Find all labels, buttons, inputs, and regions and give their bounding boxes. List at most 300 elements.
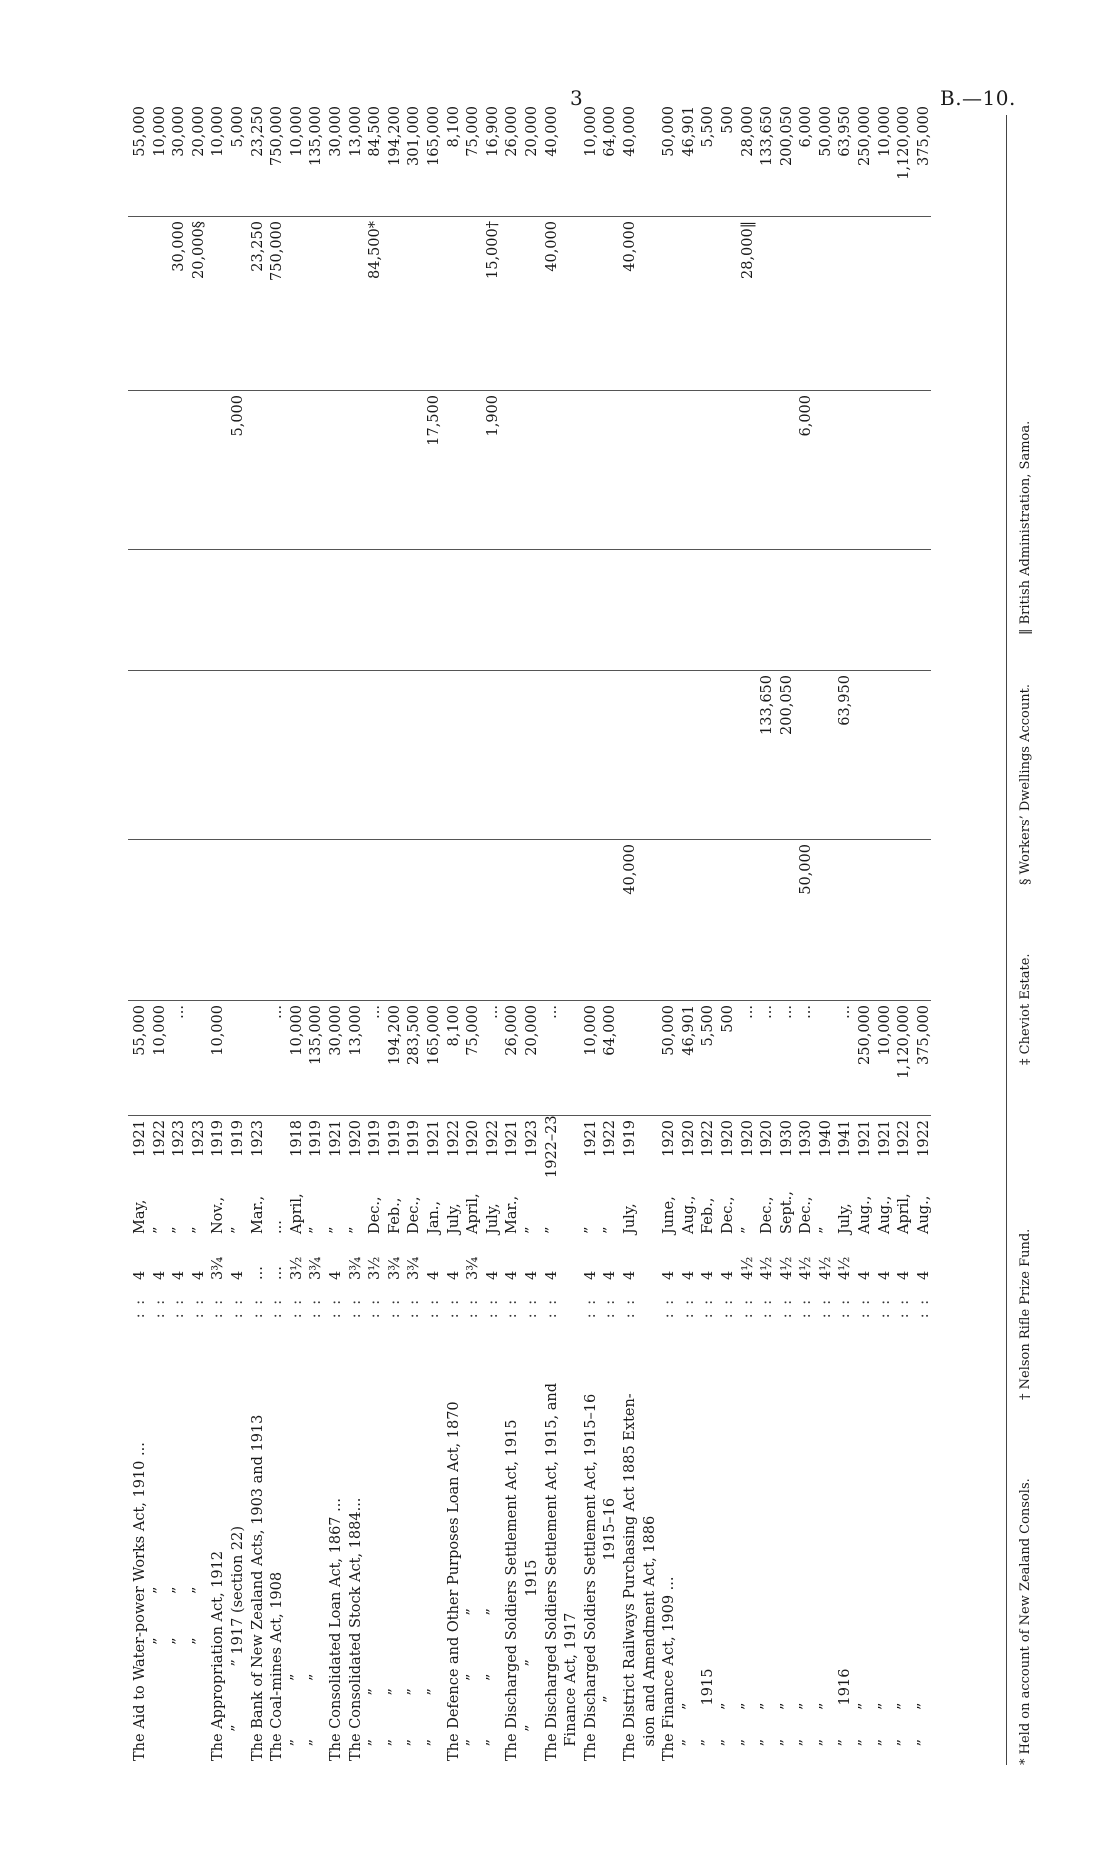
amount-col-3: 200,050	[775, 671, 795, 840]
act-name-cell: The District Railways Purchasing Act 1885 Exten-	[621, 1393, 638, 1761]
amount-col-5	[402, 391, 422, 550]
due-month-cell: ”	[817, 1226, 834, 1234]
interest-rate-cell: 4	[719, 1270, 736, 1280]
due-year-cell: 1921	[128, 1116, 148, 1183]
table-row	[853, 102, 873, 1765]
total-amount-cell: 194,200	[386, 106, 403, 166]
total-amount-cell: 28,000	[739, 106, 756, 157]
table-row	[206, 102, 226, 1765]
investments-table	[128, 102, 931, 1765]
amount-col-4	[873, 550, 893, 671]
amount-col-5	[677, 391, 697, 550]
amount-col-4	[442, 550, 462, 671]
amount-col-4	[344, 550, 364, 671]
act-name-cell: The Defence and Other Purposes Loan Act, 1870	[445, 1401, 462, 1761]
due-year-cell: 1919	[206, 1116, 226, 1183]
amount-col-5	[285, 391, 305, 550]
amount-col-1: ...	[833, 1001, 853, 1116]
act-name-cell: The Discharged Soldiers Settlement Act, 1915	[504, 1419, 520, 1761]
table-row	[128, 102, 148, 1765]
table-row	[696, 102, 716, 1765]
act-name-cell: The Coal-mines Act, 1908	[269, 1571, 285, 1761]
due-month-cell: ”	[308, 1226, 325, 1234]
amount-col-1	[187, 1001, 207, 1116]
footnote-rifle-fund: † Nelson Rifle Prize Fund.	[1018, 1228, 1033, 1400]
amount-col-1: 10,000	[285, 1001, 305, 1116]
amount-col-5	[657, 391, 677, 550]
amount-col-3	[853, 671, 873, 840]
act-name-cell: Finance Act, 1917	[563, 1612, 579, 1761]
due-month-cell: May,	[132, 1199, 149, 1234]
amount-col-5	[598, 391, 618, 550]
leader-dots: : :	[680, 1297, 697, 1319]
amount-col-2	[148, 840, 168, 1001]
footnote-workers-dwellings: § Workers’ Dwellings Account.	[1018, 684, 1033, 885]
amount-col-3	[206, 671, 226, 840]
amount-col-6	[442, 217, 462, 391]
amount-col-2	[265, 840, 285, 1001]
amount-col-4	[755, 550, 775, 671]
due-month-cell: April,	[288, 1193, 305, 1234]
table-row	[246, 102, 266, 1765]
due-month-cell: ”	[602, 1226, 619, 1234]
amount-col-1	[618, 1001, 638, 1116]
amount-col-2	[246, 840, 266, 1001]
amount-col-4	[167, 550, 187, 671]
leader-dots	[559, 1284, 579, 1332]
amount-col-2	[481, 840, 501, 1001]
table-row	[187, 102, 207, 1765]
amount-col-2	[735, 840, 755, 1001]
amount-col-2	[324, 840, 344, 1001]
amount-col-6	[461, 217, 481, 391]
table-row	[383, 102, 403, 1765]
amount-col-6	[892, 217, 912, 391]
amount-col-2	[422, 840, 442, 1001]
amount-col-1: ...	[775, 1001, 795, 1116]
due-month-cell: ”	[171, 1226, 188, 1234]
amount-col-6	[579, 217, 599, 391]
amount-col-1	[226, 1001, 246, 1116]
act-name-cell: The Appropriation Act, 1912	[210, 1550, 226, 1761]
act-name-cell: ” ”	[288, 1673, 305, 1761]
leader-dots	[637, 1284, 657, 1332]
interest-rate-cell: 4	[602, 1270, 619, 1280]
act-name-cell: ” 1916	[837, 1668, 853, 1761]
footnote-samoa: ‖ British Administration, Samoa.	[1018, 420, 1033, 635]
amount-col-2	[461, 840, 481, 1001]
page-number: 3	[570, 86, 583, 110]
amount-col-3	[265, 671, 285, 840]
total-amount-cell: 84,500	[367, 106, 384, 157]
amount-col-2	[167, 840, 187, 1001]
amount-col-6: 15,000†	[481, 217, 501, 391]
amount-col-1: 8,100	[442, 1001, 462, 1116]
due-year-cell: 1921	[873, 1116, 893, 1183]
table-row	[657, 102, 677, 1765]
amount-col-6	[422, 217, 442, 391]
total-amount-cell: 5,000	[230, 106, 247, 148]
amount-col-2	[363, 840, 383, 1001]
interest-rate-cell: 4	[484, 1270, 501, 1280]
amount-col-6	[559, 217, 579, 391]
amount-col-3	[912, 671, 932, 840]
total-amount-cell: 16,900	[484, 106, 501, 157]
amount-col-4	[559, 550, 579, 671]
amount-col-6	[637, 217, 657, 391]
amount-col-2	[637, 840, 657, 1001]
due-month-cell: Dec.,	[367, 1196, 384, 1234]
total-amount-cell: 26,000	[504, 106, 521, 157]
amount-col-5: 1,900	[481, 391, 501, 550]
amount-col-1: 10,000	[206, 1001, 226, 1116]
amount-col-3	[520, 671, 540, 840]
due-year-cell: 1919	[618, 1116, 638, 1183]
due-month-cell: ”	[739, 1226, 756, 1234]
amount-col-5	[167, 391, 187, 550]
amount-col-1: 30,000	[324, 1001, 344, 1116]
amount-col-6: 84,500*	[363, 217, 383, 391]
amount-col-6	[873, 217, 893, 391]
leader-dots: : :	[837, 1297, 854, 1319]
amount-col-1: 75,000	[461, 1001, 481, 1116]
due-month-cell: Mar.,	[504, 1195, 521, 1234]
amount-col-1: ...	[265, 1001, 285, 1116]
amount-col-6	[716, 217, 736, 391]
amount-col-2	[539, 840, 559, 1001]
amount-col-2	[559, 840, 579, 1001]
amount-col-2	[500, 840, 520, 1001]
interest-rate-cell	[637, 1238, 657, 1284]
total-amount-cell: 10,000	[288, 106, 305, 157]
leader-dots: : :	[896, 1297, 913, 1319]
total-amount-cell: 5,500	[700, 106, 717, 148]
leader-dots: : :	[288, 1297, 305, 1319]
amount-col-2	[755, 840, 775, 1001]
interest-rate-cell: 4	[504, 1270, 521, 1280]
amount-col-5	[696, 391, 716, 550]
amount-col-6	[912, 217, 932, 391]
amount-col-1: 20,000	[520, 1001, 540, 1116]
amount-col-3	[657, 671, 677, 840]
due-year-cell: 1930	[794, 1116, 814, 1183]
amount-col-3	[481, 671, 501, 840]
interest-rate-cell: 4	[328, 1270, 345, 1280]
table-row	[442, 102, 462, 1765]
due-month-cell: July,	[621, 1203, 638, 1234]
table-row	[324, 102, 344, 1765]
amount-col-4	[579, 550, 599, 671]
amount-col-5	[853, 391, 873, 550]
leader-dots: : :	[582, 1297, 599, 1319]
leader-dots: : :	[798, 1297, 815, 1319]
total-amount-cell	[559, 102, 579, 217]
amount-col-4	[618, 550, 638, 671]
amount-col-5	[324, 391, 344, 550]
table-row	[520, 102, 540, 1765]
amount-col-3	[579, 671, 599, 840]
due-year-cell: 1940	[814, 1116, 834, 1183]
act-name-cell: ” ” ”	[465, 1608, 481, 1761]
amount-col-6	[344, 217, 364, 391]
due-month-cell: Aug.,	[915, 1195, 932, 1234]
table-row	[775, 102, 795, 1765]
amount-col-3	[892, 671, 912, 840]
act-name-cell: ” ”	[308, 1673, 324, 1761]
amount-col-6	[500, 217, 520, 391]
amount-col-5	[206, 391, 226, 550]
amount-col-2	[657, 840, 677, 1001]
amount-col-3	[559, 671, 579, 840]
amount-col-1: ...	[794, 1001, 814, 1116]
table-row	[285, 102, 305, 1765]
due-month-cell: ”	[328, 1226, 345, 1234]
amount-col-2	[853, 840, 873, 1001]
interest-rate-cell	[559, 1238, 579, 1284]
table-row	[148, 102, 168, 1765]
amount-col-1: ...	[755, 1001, 775, 1116]
act-name-cell: The Bank of New Zealand Acts, 1903 and 1913	[249, 1414, 266, 1761]
act-name-cell: ” 1915–16	[602, 1497, 618, 1761]
amount-col-3	[873, 671, 893, 840]
due-year-cell	[265, 1116, 285, 1183]
table-row	[912, 102, 932, 1765]
amount-col-2	[226, 840, 246, 1001]
total-amount-cell: 50,000	[817, 106, 834, 157]
due-year-cell: 1923	[246, 1116, 266, 1183]
due-year-cell: 1922	[912, 1116, 932, 1183]
amount-col-6	[128, 217, 148, 391]
total-amount-cell: 55,000	[132, 106, 149, 157]
rotated-table-region	[128, 106, 1033, 1765]
act-name-cell: ” ”	[759, 1702, 775, 1761]
amount-col-6	[148, 217, 168, 391]
amount-col-6: 23,250	[246, 217, 266, 391]
amount-col-2	[912, 840, 932, 1001]
table-row	[461, 102, 481, 1765]
amount-col-3	[167, 671, 187, 840]
total-amount-cell: 200,050	[778, 106, 795, 166]
total-amount-cell: 1,120,000	[896, 106, 913, 180]
amount-col-2	[892, 840, 912, 1001]
due-year-cell: 1921	[579, 1116, 599, 1183]
act-name-cell: ” ”	[817, 1702, 834, 1761]
amount-col-4	[677, 550, 697, 671]
amount-col-1: 283,500	[402, 1001, 422, 1116]
interest-rate-cell: 3¾	[465, 1256, 482, 1280]
amount-col-1: 26,000	[500, 1001, 520, 1116]
interest-rate-cell: 4	[543, 1270, 560, 1280]
leader-dots: : :	[915, 1297, 932, 1319]
due-month-cell: Sept.,	[778, 1191, 795, 1234]
amount-col-6: 40,000	[539, 217, 559, 391]
amount-col-4	[775, 550, 795, 671]
total-amount-cell: 64,000	[602, 106, 619, 157]
amount-col-5: 6,000	[794, 391, 814, 550]
act-name-cell: ” ”	[857, 1702, 873, 1761]
amount-col-6	[226, 217, 246, 391]
amount-col-2	[833, 840, 853, 1001]
amount-col-2	[716, 840, 736, 1001]
leader-dots: : :	[778, 1297, 795, 1319]
due-month-cell: Aug.,	[680, 1195, 697, 1234]
amount-col-4	[912, 550, 932, 671]
leader-dots: : :	[210, 1297, 227, 1319]
due-year-cell: 1918	[285, 1116, 305, 1183]
leader-dots: : :	[308, 1297, 325, 1319]
due-year-cell: 1922	[148, 1116, 168, 1183]
table-row	[735, 102, 755, 1765]
amount-col-5	[716, 391, 736, 550]
act-name-cell: ” ”	[896, 1702, 912, 1761]
amount-col-2	[677, 840, 697, 1001]
leader-dots: : :	[621, 1297, 638, 1319]
leader-dots: : :	[700, 1297, 717, 1319]
table-row	[344, 102, 364, 1765]
amount-col-4	[716, 550, 736, 671]
due-month-cell: April,	[465, 1193, 482, 1234]
interest-rate-cell: 3¾	[210, 1256, 227, 1280]
total-amount-cell: 250,000	[857, 106, 874, 166]
amount-col-5	[461, 391, 481, 550]
interest-rate-cell: 3¾	[308, 1256, 325, 1280]
amount-col-2	[187, 840, 207, 1001]
amount-col-1: ...	[539, 1001, 559, 1116]
due-month-cell: Dec.,	[798, 1196, 815, 1234]
amount-col-6	[383, 217, 403, 391]
leader-dots: : :	[249, 1297, 266, 1319]
total-amount-cell: 10,000	[582, 106, 599, 157]
amount-col-6	[814, 217, 834, 391]
leader-dots: : :	[759, 1297, 776, 1319]
due-year-cell: 1921	[324, 1116, 344, 1183]
amount-col-1: 50,000	[657, 1001, 677, 1116]
amount-col-2	[383, 840, 403, 1001]
total-amount-cell: 13,000	[347, 106, 364, 157]
interest-rate-cell: 4	[190, 1270, 207, 1280]
due-month-cell: July,	[837, 1203, 854, 1234]
interest-rate-cell: 3¾	[347, 1256, 364, 1280]
amount-col-4	[539, 550, 559, 671]
table-row	[422, 102, 442, 1765]
amount-col-6	[833, 217, 853, 391]
amount-col-1: 165,000	[422, 1001, 442, 1116]
amount-col-4	[853, 550, 873, 671]
amount-col-3	[716, 671, 736, 840]
total-amount-cell: 10,000	[876, 106, 893, 157]
amount-col-6	[775, 217, 795, 391]
amount-col-1: 10,000	[873, 1001, 893, 1116]
due-year-cell: 1920	[461, 1116, 481, 1183]
due-month-cell: ”	[582, 1226, 599, 1234]
amount-col-6	[520, 217, 540, 391]
table-row	[873, 102, 893, 1765]
amount-col-4	[833, 550, 853, 671]
due-year-cell: 1921	[853, 1116, 873, 1183]
leader-dots: : :	[817, 1297, 834, 1319]
amount-col-4	[735, 550, 755, 671]
leader-dots: : :	[230, 1297, 247, 1319]
amount-col-3	[226, 671, 246, 840]
amount-col-3: 63,950	[833, 671, 853, 840]
amount-col-4	[814, 550, 834, 671]
table-row	[539, 102, 559, 1765]
act-name-cell: The Consolidated Stock Act, 1884...	[347, 1497, 364, 1761]
amount-col-3	[794, 671, 814, 840]
amount-col-6	[598, 217, 618, 391]
leader-dots: : :	[426, 1297, 442, 1319]
table-row	[363, 102, 383, 1765]
amount-col-5	[304, 391, 324, 550]
due-month-cell: Feb.,	[700, 1197, 717, 1234]
due-month-cell: ”	[347, 1226, 364, 1234]
interest-rate-cell: 4	[876, 1270, 893, 1280]
amount-col-2	[814, 840, 834, 1001]
due-year-cell: 1922	[598, 1116, 618, 1183]
act-name-cell: ” ”	[406, 1688, 422, 1761]
leader-dots: : :	[151, 1297, 168, 1319]
due-year-cell: 1922	[481, 1116, 501, 1183]
amount-col-3	[402, 671, 422, 840]
total-amount-cell: 301,000	[406, 106, 423, 166]
amount-col-5	[539, 391, 559, 550]
act-name-cell: ” ”	[367, 1688, 383, 1761]
amount-col-5	[559, 391, 579, 550]
leader-dots: : :	[504, 1297, 521, 1319]
amount-col-1: ...	[481, 1001, 501, 1116]
due-year-cell: 1922	[892, 1116, 912, 1183]
interest-rate-cell: 4	[661, 1270, 678, 1280]
amount-col-1: 55,000	[128, 1001, 148, 1116]
interest-rate-cell: 4	[230, 1270, 247, 1280]
amount-col-4	[481, 550, 501, 671]
due-year-cell: 1920	[716, 1116, 736, 1183]
amount-col-3	[539, 671, 559, 840]
amount-col-2	[598, 840, 618, 1001]
due-month-cell: ”	[543, 1226, 560, 1234]
amount-col-2	[402, 840, 422, 1001]
amount-col-3	[324, 671, 344, 840]
amount-col-5	[500, 391, 520, 550]
amount-col-5	[814, 391, 834, 550]
amount-col-5	[873, 391, 893, 550]
due-month-cell: Mar.,	[249, 1195, 266, 1234]
amount-col-4	[148, 550, 168, 671]
amount-col-1	[559, 1001, 579, 1116]
footnote-cheviot: ‡ Cheviot Estate.	[1018, 953, 1033, 1065]
act-name-cell: ” ”	[680, 1702, 697, 1761]
amount-col-5: 17,500	[422, 391, 442, 550]
leader-dots: : :	[857, 1297, 874, 1319]
amount-col-4	[128, 550, 148, 671]
table-row	[304, 102, 324, 1765]
interest-rate-cell: 4½	[778, 1256, 795, 1280]
amount-col-6	[755, 217, 775, 391]
leader-dots: : :	[465, 1297, 482, 1319]
amount-col-5	[363, 391, 383, 550]
amount-col-5	[265, 391, 285, 550]
due-year-cell: 1922	[696, 1116, 716, 1183]
due-month-cell: July,	[484, 1203, 501, 1234]
due-year-cell: 1922–23	[539, 1116, 559, 1183]
amount-col-5	[187, 391, 207, 550]
due-year-cell: 1920	[755, 1116, 775, 1183]
interest-rate-cell: ...	[269, 1266, 286, 1280]
amount-col-6	[402, 217, 422, 391]
act-name-cell: The Consolidated Loan Act, 1867 ...	[328, 1498, 344, 1761]
interest-rate-cell: 4	[445, 1270, 462, 1280]
interest-rate-cell: 4	[132, 1270, 149, 1280]
